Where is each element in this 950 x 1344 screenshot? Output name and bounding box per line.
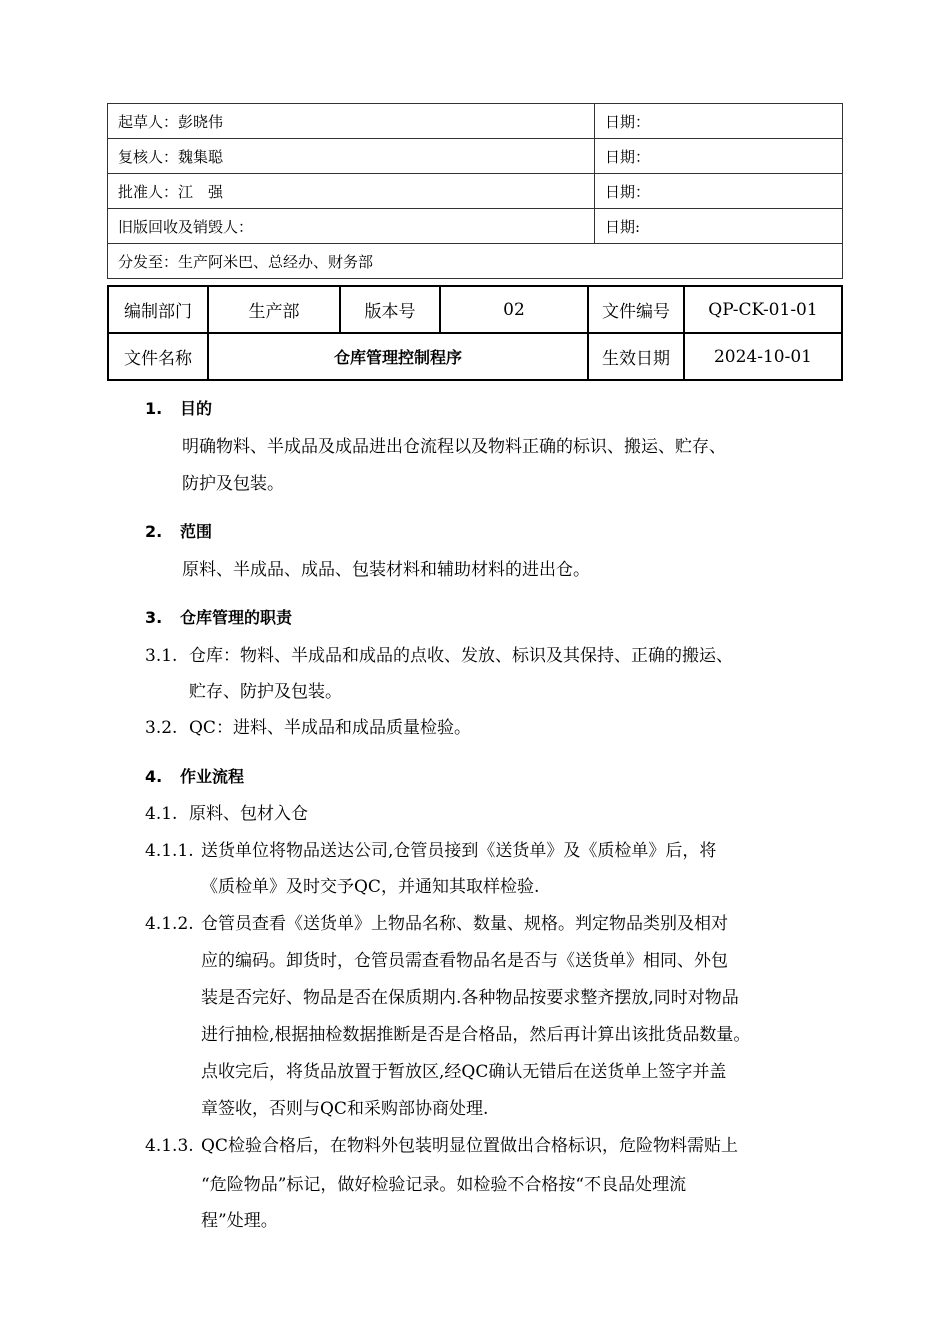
date-cell-1: 日期： bbox=[595, 104, 843, 139]
section-number: 1. bbox=[145, 399, 163, 418]
docno-value: QP-CK-01-01 bbox=[684, 286, 842, 333]
paragraph-line: 仓库：物料、半成品和成品的点收、发放、标识及其保持、正确的搬运、 bbox=[189, 646, 733, 666]
section-number: 2. bbox=[145, 522, 163, 541]
paragraph-line: 装是否完好、物品是否在保质期内.各种物品按要求整齐摆放,同时对物品 bbox=[201, 988, 739, 1008]
dept-label: 编制部门 bbox=[108, 286, 208, 333]
effective-label: 生效日期 bbox=[588, 333, 684, 380]
version-value: 02 bbox=[440, 286, 588, 333]
paragraph-line: 仓管员查看《送货单》上物品名称、数量、规格。判定物品类别及相对 bbox=[201, 914, 728, 934]
paragraph-line: QC检验合格后，在物料外包装明显位置做出合格标识，危险物料需贴上 bbox=[201, 1136, 738, 1156]
section-title: 作业流程 bbox=[180, 767, 245, 786]
section-2-heading bbox=[145, 521, 212, 543]
paragraph-line: 程”处理。 bbox=[201, 1211, 278, 1231]
distribution-cell: 分发至：生产阿米巴、总经办、财务部 bbox=[108, 244, 843, 279]
subsection-number: 3.2. bbox=[145, 718, 178, 738]
paragraph-line: “危险物品”标记，做好检验记录。如检验不合格按“不良品处理流 bbox=[201, 1175, 687, 1195]
recycler-cell: 旧版回收及销毁人： bbox=[108, 209, 595, 244]
item-4-1-2 bbox=[145, 913, 728, 935]
subsection-4-1 bbox=[145, 803, 308, 825]
section-1-heading bbox=[145, 398, 212, 420]
dept-value: 生产部 bbox=[208, 286, 340, 333]
subsection-3-2 bbox=[145, 717, 471, 739]
document-title: 仓库管理控制程序 bbox=[208, 333, 588, 380]
paragraph-line: 《质检单》及时交予QC，并通知其取样检验. bbox=[201, 877, 540, 897]
item-number: 4.1.2. bbox=[145, 914, 194, 934]
paragraph-line: 送货单位将物品送达公司,仓管员接到《送货单》及《质检单》后，将 bbox=[201, 841, 717, 861]
name-label: 文件名称 bbox=[108, 333, 208, 380]
section-3-heading bbox=[145, 607, 292, 629]
subsection-number: 4.1. bbox=[145, 804, 178, 824]
docno-label: 文件编号 bbox=[588, 286, 684, 333]
version-label: 版本号 bbox=[340, 286, 440, 333]
section-title: 范围 bbox=[180, 522, 213, 541]
item-number: 4.1.3. bbox=[145, 1136, 194, 1156]
paragraph-line: QC：进料、半成品和成品质量检验。 bbox=[189, 718, 471, 738]
paragraph-line: 进行抽检,根据抽检数据推断是否是合格品，然后再计算出该批货品数量。 bbox=[201, 1025, 751, 1045]
paragraph-line: 原料、包材入仓 bbox=[189, 804, 308, 824]
drafter-cell: 起草人：彭晓伟 bbox=[108, 104, 595, 139]
paragraph-line: 防护及包装。 bbox=[182, 474, 284, 494]
signoff-table bbox=[107, 103, 843, 279]
subsection-3-1 bbox=[145, 645, 733, 667]
section-title: 仓库管理的职责 bbox=[180, 608, 293, 627]
paragraph-line: 贮存、防护及包装。 bbox=[189, 682, 342, 702]
effective-value: 2024-10-01 bbox=[684, 333, 842, 380]
subsection-number: 3.1. bbox=[145, 646, 178, 666]
section-title: 目的 bbox=[180, 399, 213, 418]
item-4-1-1 bbox=[145, 840, 716, 862]
paragraph-line: 原料、半成品、成品、包装材料和辅助材料的进出仓。 bbox=[182, 560, 590, 580]
section-number: 4. bbox=[145, 767, 163, 786]
paragraph-line: 点收完后，将货品放置于暂放区,经QC确认无错后在送货单上签字并盖 bbox=[201, 1062, 727, 1082]
date-cell-2: 日期： bbox=[595, 139, 843, 174]
item-number: 4.1.1. bbox=[145, 841, 194, 861]
document-info-table bbox=[107, 285, 843, 381]
date-cell-3: 日期： bbox=[595, 174, 843, 209]
date-cell-4: 日期: bbox=[595, 209, 843, 244]
approver-cell: 批准人：江 强 bbox=[108, 174, 595, 209]
paragraph-line: 章签收，否则与QC和采购部协商处理. bbox=[201, 1099, 489, 1119]
item-4-1-3 bbox=[145, 1135, 738, 1157]
paragraph-line: 应的编码。卸货时，仓管员需查看物品名是否与《送货单》相同、外包 bbox=[201, 951, 728, 971]
reviewer-cell: 复核人：魏集聪 bbox=[108, 139, 595, 174]
section-4-heading bbox=[145, 766, 244, 788]
section-number: 3. bbox=[145, 608, 163, 627]
paragraph-line: 明确物料、半成品及成品进出仓流程以及物料正确的标识、搬运、贮存、 bbox=[182, 437, 726, 457]
